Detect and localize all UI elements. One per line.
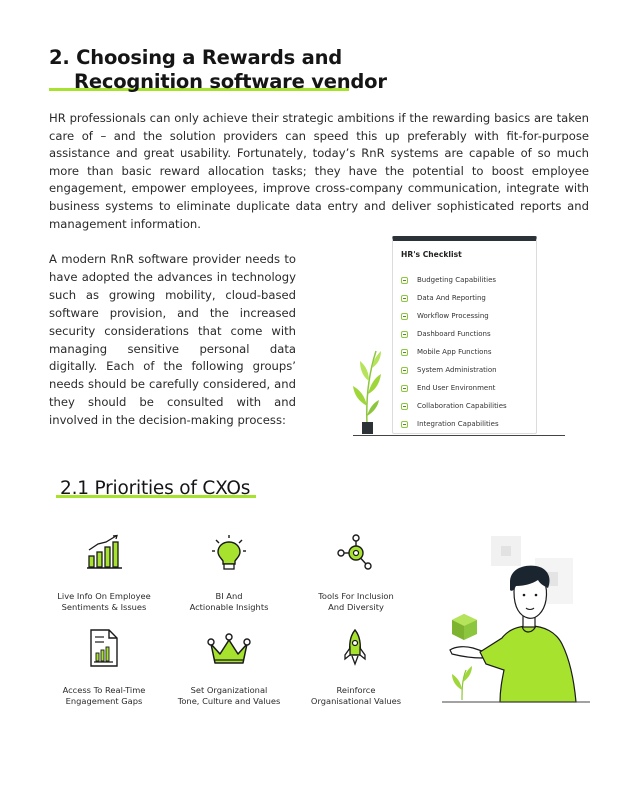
checkbox-icon <box>401 403 408 410</box>
checklist-item: Integration Capabilities <box>401 420 499 428</box>
priority-label: Set Organizational Tone, Culture and Values <box>177 685 281 706</box>
plant-illustration <box>348 346 388 436</box>
crown-icon <box>206 632 252 668</box>
checkbox-icon <box>401 277 408 284</box>
checkbox-icon <box>401 295 408 302</box>
checklist-item: End User Environment <box>401 384 495 392</box>
checkbox-icon <box>401 385 408 392</box>
bar-chart-growth-icon <box>86 534 126 570</box>
checkbox-icon <box>401 349 408 356</box>
checkbox-icon <box>401 313 408 320</box>
rocket-icon <box>340 628 370 668</box>
checklist-item: Dashboard Functions <box>401 330 491 338</box>
hr-checklist-card <box>392 236 537 434</box>
priority-label: Tools For Inclusion And Diversity <box>318 591 394 612</box>
checklist-item: Workflow Processing <box>401 312 489 320</box>
checklist-item: Data And Reporting <box>401 294 486 302</box>
network-nodes-icon <box>336 534 376 572</box>
checklist-title: HR's Checklist <box>401 250 462 259</box>
priority-label: Access To Real-Time Engagement Gaps <box>62 685 146 706</box>
lightbulb-icon <box>211 534 247 572</box>
priority-label: Reinforce Organisational Values <box>310 685 402 706</box>
checklist-item: Collaboration Capabilities <box>401 402 507 410</box>
subsection-title: 2.1 Priorities of CXOs <box>60 478 251 499</box>
checklist-item: Mobile App Functions <box>401 348 492 356</box>
checkbox-icon <box>401 331 408 338</box>
priority-label: Live Info On Employee Sentiments & Issues <box>57 591 151 612</box>
priority-label: BI And Actionable Insights <box>189 591 269 612</box>
person-holding-cube-illustration <box>440 530 600 705</box>
section-title-line2: Recognition software vendor <box>74 70 387 93</box>
intro-paragraph: HR professionals can only achieve their strategic ambitions if the rewarding basics are taken care of – and the solution providers can speed this up preferably with fit-for-purpose assistance and great usability. Fortunately, today’s RnR systems are capable of so much more than basic reward allocation tasks; they have the potential to boost employee engagement, empower employees, improve cross-company communication, integrate with business systems to eliminate duplicate data entry and deliver sophisticated reports and management information. <box>49 111 589 231</box>
checkbox-icon <box>401 421 408 428</box>
report-document-icon <box>88 628 120 668</box>
groups-paragraph: A modern RnR software provider needs to have adopted the advances in technology such as growing mobility, cloud-based software provision, and the increased security considerations that come with managing sensitive personal data digitally. Each of the following groups’ needs should be carefully considered, and they should be consulted with and involved in the decision-making process: <box>49 252 296 428</box>
checklist-item: Budgeting Capabilities <box>401 276 496 284</box>
checkbox-icon <box>401 367 408 374</box>
card-baseline <box>353 435 565 436</box>
section-title-line1: 2. Choosing a Rewards and <box>49 46 343 69</box>
checklist-item: System Administration <box>401 366 497 374</box>
